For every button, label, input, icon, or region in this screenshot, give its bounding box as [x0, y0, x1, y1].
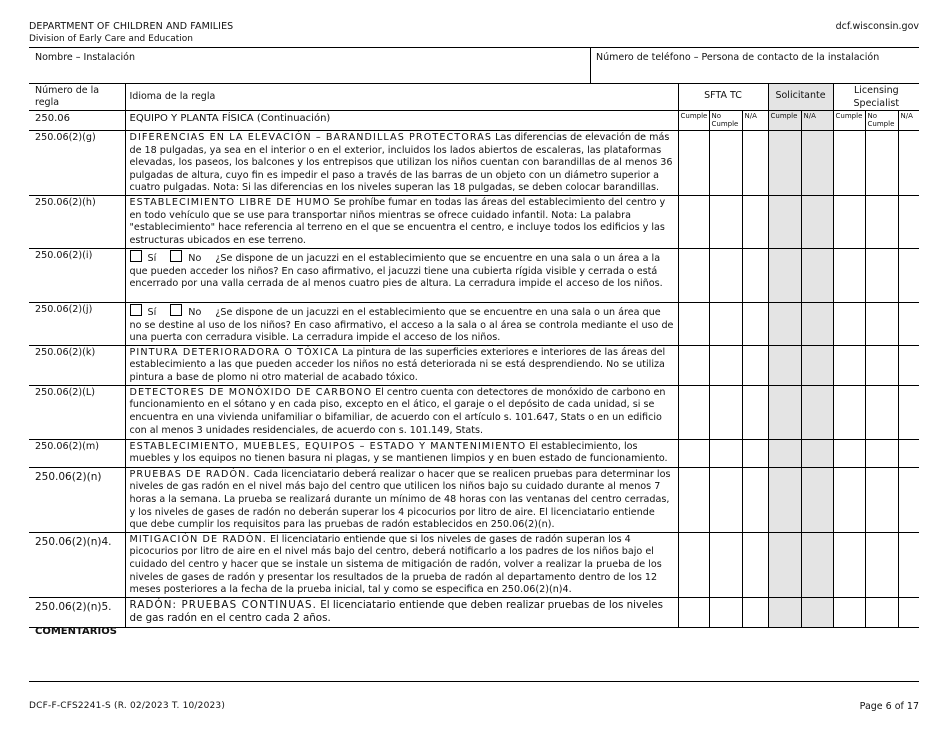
rule-text: Se prohíbe fumar en todas las áreas del establecimiento del centro y en todo vehículo que se use para transportar niños mientras se ofrece cuidado infantil. Nota: La palabra "establecimiento" hace referencia al terreno en el que se encuentra el centro, e incluye todos los edificios y las estructuras ubicados en ese terreno.	[129, 196, 666, 246]
rule-text: ¿Se dispone de un jacuzzi en el establecimiento que se encuentre en una sala o un área a la que pueden acceder los niños? En caso afirmativo, el jacuzzi tiene una cubierta rígida visible y cerrada o está encerrado por una valla cerrada de al menos cuatro pies de altura. La cerradura impide el acceso de los niños.	[129, 252, 663, 290]
licensing-no-cumple-cell[interactable]	[865, 439, 898, 467]
rule-label: ESTABLECIMIENTO, MUEBLES, EQUIPOS – ESTADO Y MANTENIMIENTO	[129, 440, 527, 452]
sfta-cumple-cell[interactable]	[678, 131, 709, 196]
licensing-cumple-cell[interactable]	[833, 532, 865, 597]
sfta-cumple-cell[interactable]	[678, 597, 709, 627]
rule-number: 250.06(2)(n)5.	[29, 597, 125, 627]
rules-table	[29, 83, 919, 628]
applicant-na-cell[interactable]	[801, 439, 833, 467]
rule-row	[29, 467, 919, 532]
applicant-na-cell[interactable]	[801, 345, 833, 385]
rule-number: 250.06(2)(i)	[29, 248, 125, 302]
rule-number: 250.06(2)(g)	[29, 131, 125, 196]
rule-label: PINTURA DETERIORADORA O TÓXICA	[129, 346, 340, 358]
sfta-na-cell[interactable]	[742, 302, 768, 345]
rule-label: DETECTORES DE MONÓXIDO DE CARBONO	[129, 386, 373, 398]
group-applicant: Solicitante	[768, 84, 833, 111]
licensing-na-cell[interactable]	[898, 597, 919, 627]
sfta-no-cumple-cell[interactable]	[709, 195, 742, 248]
no-label: No	[188, 306, 202, 318]
rule-row	[29, 385, 919, 439]
applicant-na-cell[interactable]	[801, 195, 833, 248]
sfta-no-cumple-cell[interactable]	[709, 302, 742, 345]
rule-row	[29, 302, 919, 345]
sfta-no-cumple-cell[interactable]	[709, 439, 742, 467]
sfta-no-cumple-cell[interactable]	[709, 248, 742, 302]
sfta-cumple-cell[interactable]	[678, 195, 709, 248]
page-info: Page 6 of 17	[859, 701, 919, 712]
sfta-na-cell[interactable]	[742, 195, 768, 248]
rule-label: PRUEBAS DE RADÓN.	[129, 468, 251, 480]
col-rule-number: Número de la regla	[29, 84, 125, 111]
sfta-cumple-cell[interactable]	[678, 248, 709, 302]
sfta-cumple-cell[interactable]	[678, 467, 709, 532]
comments-label: COMENTARIOS	[35, 626, 117, 637]
rule-text-cell	[125, 385, 678, 439]
group-sfta: SFTA TC	[678, 84, 768, 111]
rule-text-cell	[125, 597, 678, 627]
rule-row	[29, 131, 919, 196]
licensing-no-cumple-cell[interactable]	[865, 467, 898, 532]
sfta-no-cumple-cell[interactable]	[709, 345, 742, 385]
sub-cumple: Cumple	[678, 111, 709, 131]
sfta-na-cell[interactable]	[742, 597, 768, 627]
rule-row	[29, 345, 919, 385]
applicant-na-cell[interactable]	[801, 302, 833, 345]
no-label: No	[188, 252, 202, 264]
rule-label: RADÓN: PRUEBAS CONTINUAS.	[129, 598, 317, 611]
sub-no-cumple: No Cumple	[865, 111, 898, 131]
sfta-no-cumple-cell[interactable]	[709, 532, 742, 597]
section-title: EQUIPO Y PLANTA FÍSICA (Continuación)	[125, 111, 678, 131]
applicant-na-cell[interactable]	[801, 248, 833, 302]
licensing-no-cumple-cell[interactable]	[865, 532, 898, 597]
rule-row	[29, 532, 919, 597]
applicant-na-cell[interactable]	[801, 532, 833, 597]
licensing-na-cell[interactable]	[898, 302, 919, 345]
applicant-cumple-cell[interactable]	[768, 302, 801, 345]
sfta-na-cell[interactable]	[742, 532, 768, 597]
licensing-na-cell[interactable]	[898, 345, 919, 385]
licensing-na-cell[interactable]	[898, 195, 919, 248]
applicant-cumple-cell[interactable]	[768, 385, 801, 439]
rule-row	[29, 248, 919, 302]
sfta-na-cell[interactable]	[742, 131, 768, 196]
rule-text: Las diferencias de elevación de más de 18 pulgadas, ya sea en el interior o en el exterior, incluidos los lados abiertos de escaleras, las plataformas elevadas, los paseos, los balcones y los entrepisos que utilizan los niños cuentan con barandillas de al menos 36 pulgadas de altura, cuyo fin es impedir el paso a través de las barras de un objeto con un diámetro superior a cuatro pulgadas. Nota: Si las diferencias en los niveles superan las 18 pulgadas, se deben colocar barandillas.	[129, 132, 673, 194]
rule-label: ESTABLECIMIENTO LIBRE DE HUMO	[129, 196, 331, 208]
facility-name-field[interactable]: Nombre – Instalación	[35, 52, 136, 63]
rule-label: DIFERENCIAS EN LA ELEVACIÓN – BARANDILLAS PROTECTORAS	[129, 132, 493, 143]
group-licensing: Licensing Specialist	[833, 84, 919, 111]
yes-checkbox[interactable]	[130, 250, 142, 262]
licensing-cumple-cell[interactable]	[833, 467, 865, 532]
licensing-no-cumple-cell[interactable]	[865, 195, 898, 248]
sfta-no-cumple-cell[interactable]	[709, 385, 742, 439]
rule-text: La pintura de las superficies exteriores e interiores de las áreas del establecimiento a las que pueden acceder los niños no está deteriorada ni se está desprendiendo. No se utiliza pintura a base de plomo ni otro material de acabado tóxico.	[129, 346, 666, 383]
section-number: 250.06	[29, 111, 125, 131]
yes-checkbox[interactable]	[130, 304, 142, 316]
applicant-na-cell[interactable]	[801, 467, 833, 532]
division-name: Division of Early Care and Education	[29, 34, 193, 44]
sfta-na-cell[interactable]	[742, 345, 768, 385]
rule-text: El centro cuenta con detectores de monóxido de carbono en funcionamiento en el sótano y en cada piso, excepto en el ático, el garaje o el depósito de cada unidad, si se encuentra en una vivienda unifamiliar o bifamiliar, de acuerdo con el artículo s. 101.647, Stats o en un edificio con al menos 3 unidades residenciales, de acuerdo con s. 101.149, Stats.	[129, 386, 666, 436]
sub-na: N/A	[801, 111, 833, 131]
rule-label: MITIGACIÓN DE RADÓN.	[129, 533, 267, 545]
applicant-cumple-cell[interactable]	[768, 345, 801, 385]
rule-number: 250.06(2)(n)4.	[29, 532, 125, 597]
applicant-cumple-cell[interactable]	[768, 248, 801, 302]
applicant-cumple-cell[interactable]	[768, 131, 801, 196]
sfta-na-cell[interactable]	[742, 467, 768, 532]
field-divider	[590, 48, 591, 83]
department-name: DEPARTMENT OF CHILDREN AND FAMILIES	[29, 21, 234, 32]
applicant-cumple-cell[interactable]	[768, 532, 801, 597]
sfta-cumple-cell[interactable]	[678, 439, 709, 467]
rule-number: 250.06(2)(k)	[29, 345, 125, 385]
sfta-na-cell[interactable]	[742, 439, 768, 467]
applicant-cumple-cell[interactable]	[768, 597, 801, 627]
licensing-no-cumple-cell[interactable]	[865, 248, 898, 302]
facility-info-box	[29, 47, 919, 84]
sfta-na-cell[interactable]	[742, 385, 768, 439]
rule-text-cell	[125, 439, 678, 467]
licensing-cumple-cell[interactable]	[833, 597, 865, 627]
licensing-na-cell[interactable]	[898, 532, 919, 597]
rule-text-cell	[125, 248, 678, 302]
rule-text: El licenciatario entiende que deben realizar pruebas de los niveles de gas radón en el centro cada 2 años.	[129, 598, 664, 624]
sub-na: N/A	[898, 111, 919, 131]
rule-number: 250.06(2)(m)	[29, 439, 125, 467]
no-checkbox[interactable]	[170, 304, 182, 316]
rule-number: 250.06(2)(h)	[29, 195, 125, 248]
applicant-na-cell[interactable]	[801, 597, 833, 627]
footer-divider	[29, 681, 919, 682]
no-checkbox[interactable]	[170, 250, 182, 262]
rule-text-cell	[125, 195, 678, 248]
sfta-na-cell[interactable]	[742, 248, 768, 302]
applicant-na-cell[interactable]	[801, 385, 833, 439]
licensing-cumple-cell[interactable]	[833, 302, 865, 345]
licensing-cumple-cell[interactable]	[833, 248, 865, 302]
rule-text-cell	[125, 532, 678, 597]
rule-number: 250.06(2)(n)	[29, 467, 125, 532]
rule-text: Cada licenciatario deberá realizar o hacer que se realicen pruebas para determinar los niveles de gas radón en el nivel más bajo del centro que utilicen los niños bajo su cuidado durante al menos 7 horas a la semana. La prueba se realizará durante un mínimo de 48 horas con las ventanas del centro cerradas, y los niveles de gases de radón no deberán superar los 4 picocurios por litro de aire. El licenciatario entiende que debe cumplir los requisitos para las pruebas de radón establecidos en 250.06(2)(n).	[129, 468, 671, 531]
rule-row	[29, 439, 919, 467]
yes-label: Sí	[147, 306, 157, 318]
rule-text-cell	[125, 467, 678, 532]
sfta-cumple-cell[interactable]	[678, 345, 709, 385]
rule-text-cell	[125, 302, 678, 345]
licensing-cumple-cell[interactable]	[833, 131, 865, 196]
rule-text-cell	[125, 345, 678, 385]
licensing-no-cumple-cell[interactable]	[865, 385, 898, 439]
applicant-cumple-cell[interactable]	[768, 467, 801, 532]
licensing-na-cell[interactable]	[898, 385, 919, 439]
phone-field[interactable]: Número de teléfono – Persona de contacto de la instalación	[596, 52, 880, 63]
rule-text-cell	[125, 131, 678, 196]
sub-no-cumple: No Cumple	[709, 111, 742, 131]
sfta-no-cumple-cell[interactable]	[709, 467, 742, 532]
applicant-na-cell[interactable]	[801, 131, 833, 196]
rule-number: 250.06(2)(L)	[29, 385, 125, 439]
applicant-cumple-cell[interactable]	[768, 439, 801, 467]
form-id: DCF-F-CFS2241-S (R. 02/2023 T. 10/2023)	[29, 701, 226, 711]
sub-cumple: Cumple	[833, 111, 865, 131]
licensing-cumple-cell[interactable]	[833, 439, 865, 467]
col-rule-language: Idioma de la regla	[125, 84, 678, 111]
licensing-cumple-cell[interactable]	[833, 385, 865, 439]
yes-label: Sí	[147, 252, 157, 264]
rule-row	[29, 597, 919, 627]
sub-na: N/A	[742, 111, 768, 131]
sfta-no-cumple-cell[interactable]	[709, 597, 742, 627]
sfta-cumple-cell[interactable]	[678, 532, 709, 597]
sfta-no-cumple-cell[interactable]	[709, 131, 742, 196]
sfta-cumple-cell[interactable]	[678, 385, 709, 439]
rule-text: ¿Se dispone de un jacuzzi en el establecimiento que se encuentre en una sala o un área que no se destine al uso de los niños? En caso afirmativo, el acceso a la sala o al área se controla mediante el uso de una puerta con cerradura visible. La cerradura impide el acceso de los niños.	[129, 306, 674, 344]
licensing-na-cell[interactable]	[898, 248, 919, 302]
website: dcf.wisconsin.gov	[835, 21, 919, 32]
licensing-na-cell[interactable]	[898, 131, 919, 196]
rule-row	[29, 195, 919, 248]
rule-text: El establecimiento, los muebles y los equipos no tienen basura ni plagas, y se mantienen limpios y en buen estado de funcionamiento.	[129, 440, 668, 465]
header-left	[29, 21, 233, 45]
sub-cumple: Cumple	[768, 111, 801, 131]
rule-number: 250.06(2)(j)	[29, 302, 125, 345]
licensing-na-cell[interactable]	[898, 439, 919, 467]
rule-text: El licenciatario entiende que si los niveles de gases de radón superan los 4 picocurios por litro de aire en el nivel más bajo del centro, deberá notificarlo a los padres de los niños bajo el cuidado del centro y hacer que se instale un sistema de mitigación de radón, volver a realizar la prueba de los niveles de gases de radón y presentar los resultados de la prueba de radón al departamento dentro de los 12 meses posteriores a la fecha de la prueba inicial, tal y como se especifica en 250.06(2)(n)4.	[129, 533, 662, 596]
licensing-no-cumple-cell[interactable]	[865, 345, 898, 385]
licensing-no-cumple-cell[interactable]	[865, 302, 898, 345]
sfta-cumple-cell[interactable]	[678, 302, 709, 345]
licensing-no-cumple-cell[interactable]	[865, 597, 898, 627]
licensing-cumple-cell[interactable]	[833, 195, 865, 248]
licensing-na-cell[interactable]	[898, 467, 919, 532]
licensing-no-cumple-cell[interactable]	[865, 131, 898, 196]
licensing-cumple-cell[interactable]	[833, 345, 865, 385]
applicant-cumple-cell[interactable]	[768, 195, 801, 248]
